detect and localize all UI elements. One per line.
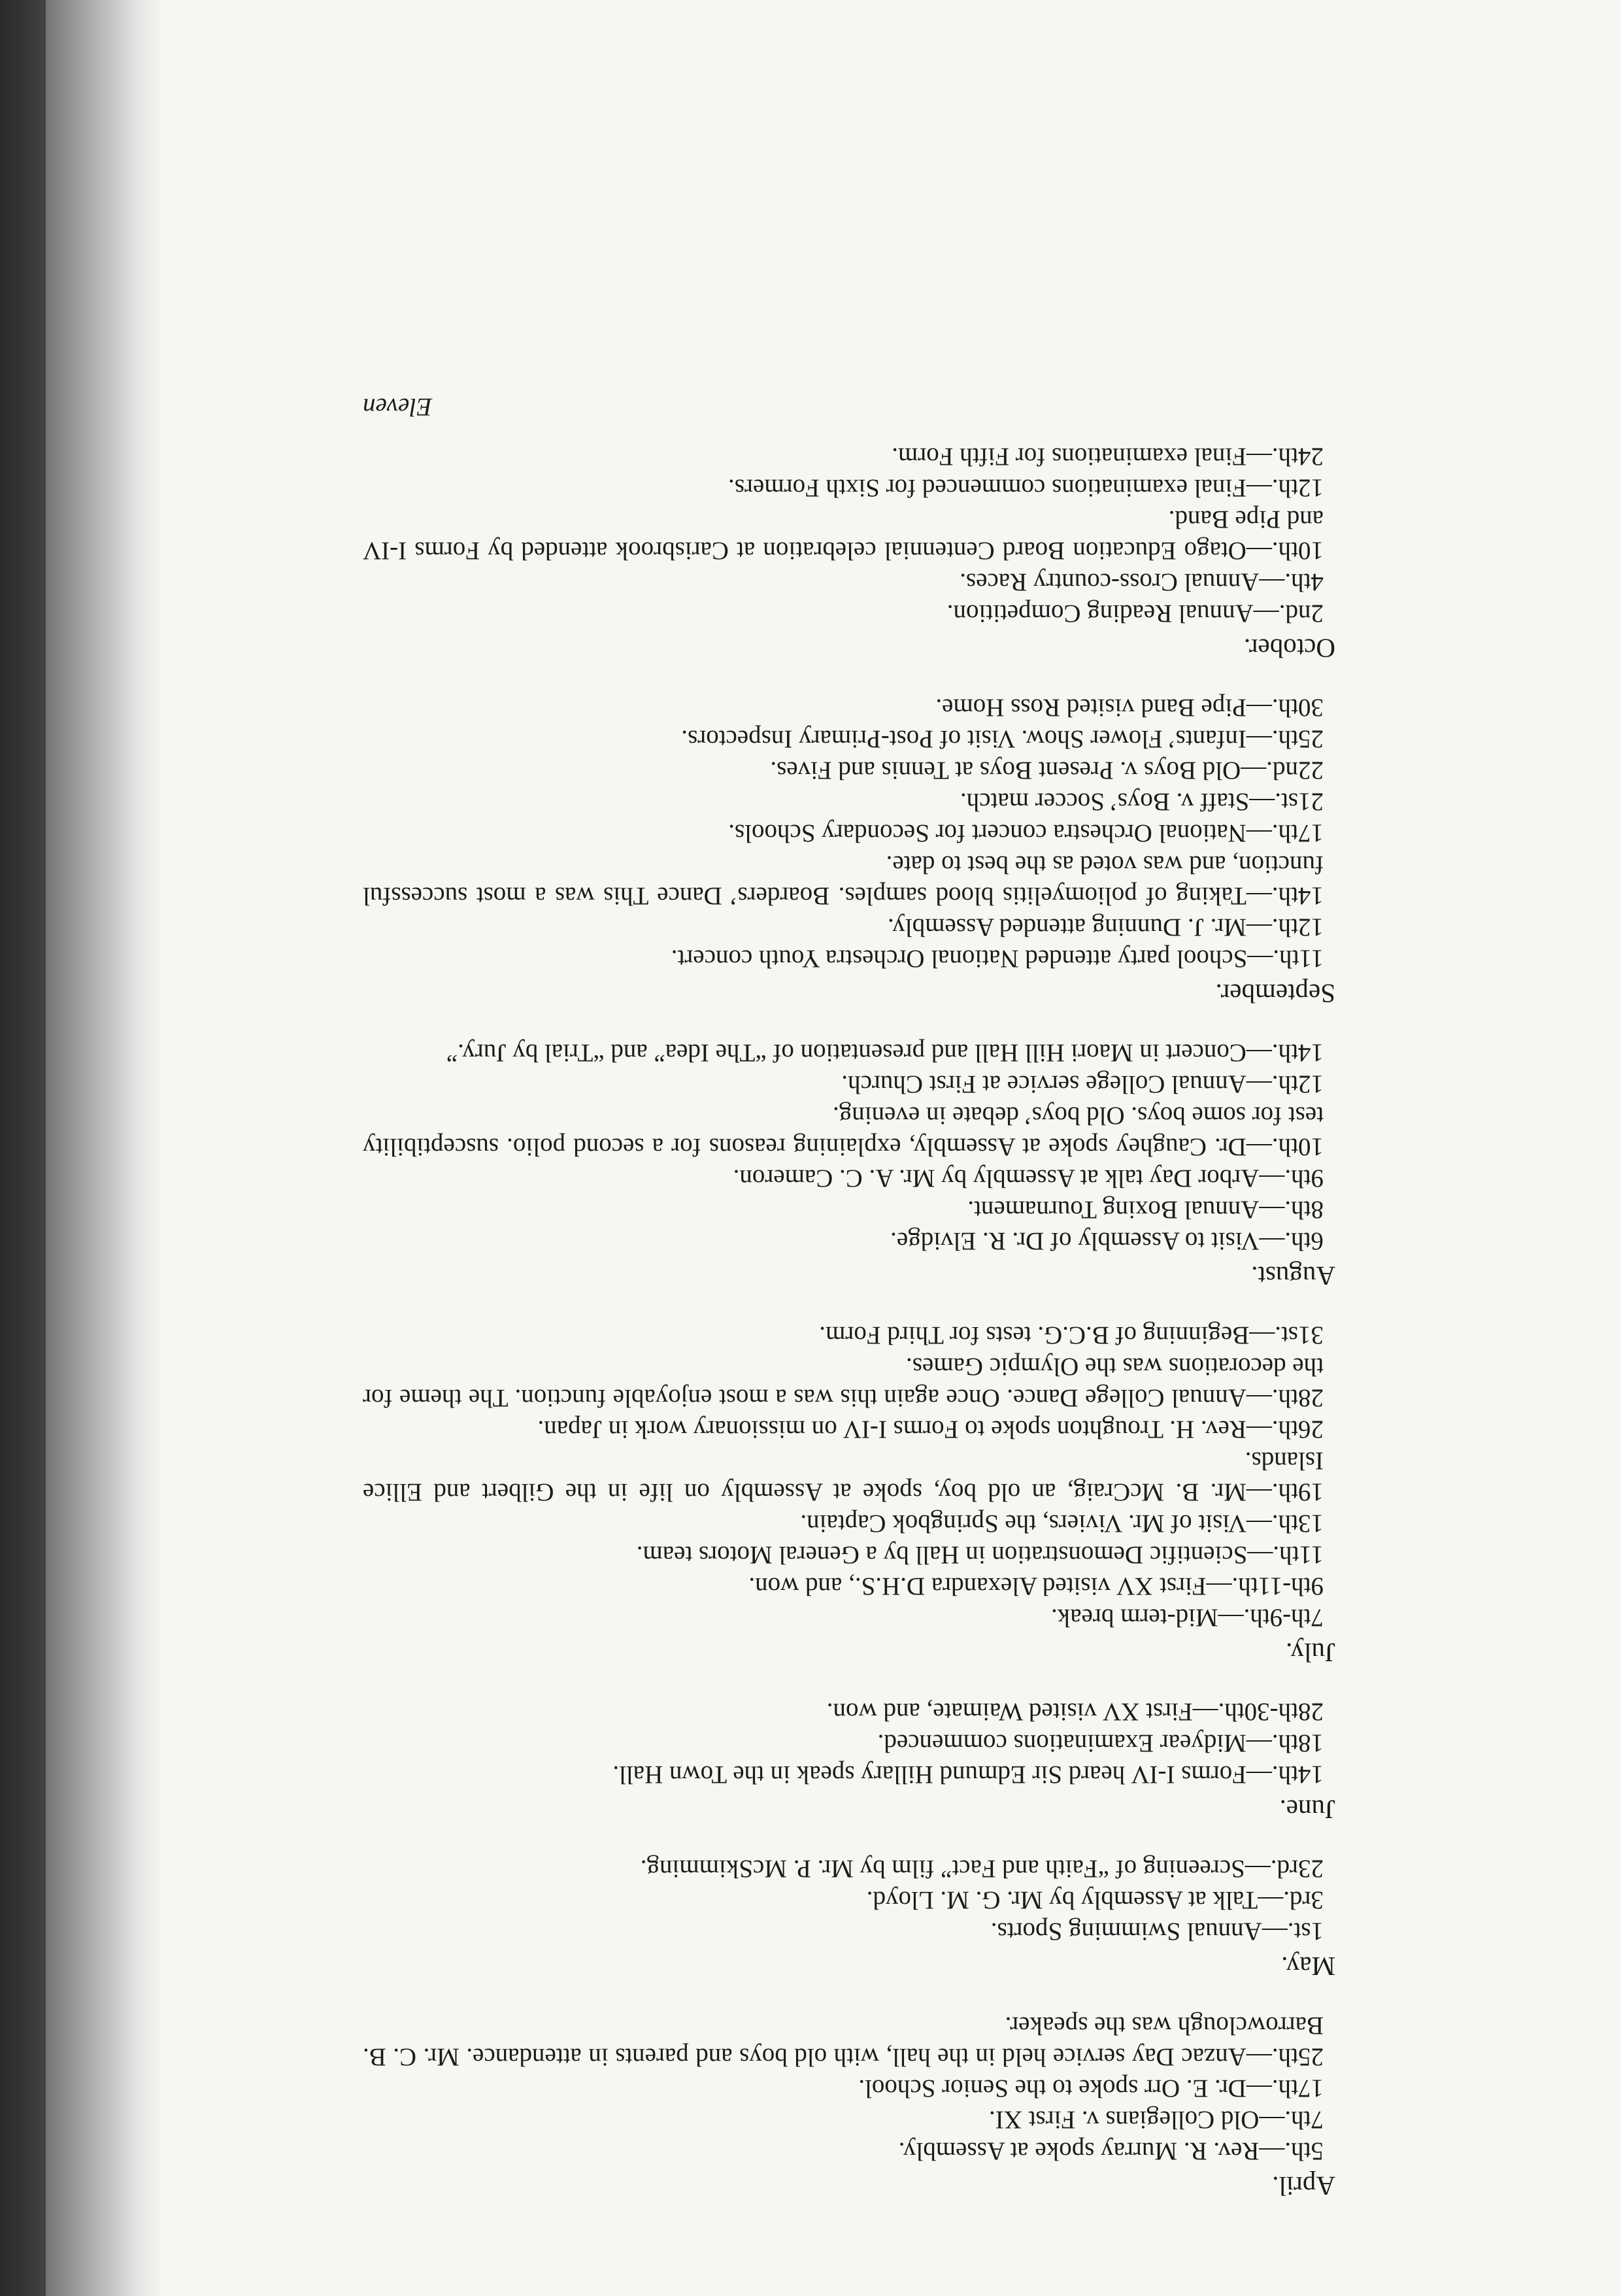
section-gap xyxy=(363,1676,1324,1696)
section-august xyxy=(363,1037,1335,1292)
month-heading: August. xyxy=(1251,1261,1335,1291)
diary-entry: 12th.—Annual College service at First Church. xyxy=(841,1070,1324,1098)
diary-entry: 28th-30th.—First XV visited Waimate, and won. xyxy=(826,1698,1324,1726)
diary-entry: 7th-9th.—Mid-term break. xyxy=(1051,1604,1324,1632)
diary-entry: 9th-11th.—First XV visited Alexandra D.H.S., and won. xyxy=(748,1572,1324,1600)
section-june xyxy=(363,1696,1335,1825)
diary-entry: 19th.—Mr. B. McCraig, an old boy, spoke at Assembly on life in the Gilbert and Ellice Islands. xyxy=(363,1447,1324,1506)
diary-entry: 7th.—Old Collegians v. First XI. xyxy=(988,2106,1324,2134)
section-gap xyxy=(363,1990,1324,2010)
section-september xyxy=(363,692,1335,1009)
month-heading: September. xyxy=(1215,979,1335,1009)
diary-entry: 2nd.—Annual Reading Competition. xyxy=(946,599,1324,628)
diary-entry: 12th.—Final examinations commenced for Sixth Formers. xyxy=(728,474,1324,502)
diary-entry: 30th.—Pipe Band visited Ross Home. xyxy=(935,694,1324,722)
diary-entry: 4th.—Annual Cross-country Races. xyxy=(960,568,1324,596)
diary-entry: 14th.—Taking of poliomyelitis blood samples. Boarders’ Dance This was a most successful function, and was voted as the best to date. xyxy=(363,851,1324,910)
diary-entry: 1st.—Annual Swimming Sports. xyxy=(990,1917,1324,1946)
section-gap xyxy=(363,1017,1324,1037)
diary-entry: 11th.—School party attended National Orchestra Youth concert. xyxy=(671,945,1324,973)
diary-entry: 28th.—Annual College Dance. Once again this was a most enjoyable function. The theme for the decorations was the Olympic Games. xyxy=(363,1353,1324,1412)
diary-entry: 10th.—Dr. Caughey spoke at Assembly, explaining reasons for a second polio. susceptibility test for some boys. Old boys’ debate in evening. xyxy=(363,1102,1324,1161)
page-content xyxy=(363,391,1335,2210)
page xyxy=(346,0,1621,2296)
diary-entry: 21st.—Staff v. Boys’ Soccer match. xyxy=(960,788,1324,816)
diary-entry: 10th.—Otago Education Board Centennial celebration at Carisbrook attended by Forms I-IV and Pipe Band. xyxy=(363,505,1324,565)
diary-entry: 23rd.—Screening of “Faith and Fact” film by Mr. P. McSkimming. xyxy=(640,1855,1324,1883)
diary-entry: 6th.—Visit to Assembly of Dr. R. Elvidge. xyxy=(890,1227,1324,1255)
section-gap xyxy=(363,1833,1324,1853)
diary-entry: 14th.—Concert in Maori Hill Hall and presentation of “The Idea” and “Trial by Jury.” xyxy=(446,1039,1324,1067)
book-gutter xyxy=(0,0,46,2296)
diary-entry: 26th.—Rev. H. Troughton spoke to Forms I-IV on missionary work in Japan. xyxy=(537,1415,1324,1443)
diary-entry: 14th.—Forms I-IV heard Sir Edmund Hillary speak in the Town Hall. xyxy=(612,1761,1324,1789)
page-number: Eleven xyxy=(363,393,433,421)
diary-entry: 12th.—Mr. J. Dunning attended Assembly. xyxy=(888,913,1324,941)
month-heading: October. xyxy=(1243,633,1335,664)
section-may xyxy=(363,1853,1335,1982)
section-october xyxy=(363,441,1335,664)
diary-entry: 8th.—Annual Boxing Tournament. xyxy=(967,1196,1324,1224)
diary-entry: 25th.—Anzac Day service held in the hall, with old boys and parents in attendance. Mr. C. B. Barrowclough was the speaker. xyxy=(363,2012,1324,2071)
diary-entry: 22nd.—Old Boys v. Present Boys at Tennis and Fives. xyxy=(770,756,1324,785)
diary-entry: 11th.—Scientific Demonstration in Hall by a General Motors team. xyxy=(636,1541,1324,1569)
month-heading: May. xyxy=(1281,1951,1335,1982)
section-gap xyxy=(363,1300,1324,1319)
diary-entry: 31st.—Beginning of B.C.G. tests for Third Form. xyxy=(819,1321,1324,1349)
diary-entry: 17th.—Dr. E. Orr spoke to the Senior School. xyxy=(858,2074,1324,2102)
diary-entry: 18th.—Midyear Examinations commenced. xyxy=(877,1729,1324,1757)
diary-entry: 9th.—Arbor Day talk at Assembly by Mr. A. C. Cameron. xyxy=(733,1164,1324,1192)
diary-entry: 13th.—Visit of Mr. Viviers, the Springbok Captain. xyxy=(800,1510,1324,1538)
month-heading: July. xyxy=(1286,1638,1335,1668)
diary-entry: 24th.—Final examinations for Fifth Form. xyxy=(892,443,1324,471)
section-july xyxy=(363,1319,1335,1668)
month-heading: June. xyxy=(1279,1795,1335,1825)
diary-entry: 5th.—Rev. R. Murray spoke at Assembly. xyxy=(898,2137,1324,2165)
diary-entry: 25th.—Infants’ Flower Show. Visit of Post-Primary Inspectors. xyxy=(681,725,1324,753)
month-heading: April. xyxy=(1272,2171,1335,2201)
diary-entry: 3rd.—Talk at Assembly by Mr. G. M. Lloyd. xyxy=(866,1886,1324,1914)
section-april xyxy=(363,2010,1335,2202)
diary-entry: 17th.—National Orchestra concert for Secondary Schools. xyxy=(728,819,1324,847)
section-gap xyxy=(363,672,1324,692)
